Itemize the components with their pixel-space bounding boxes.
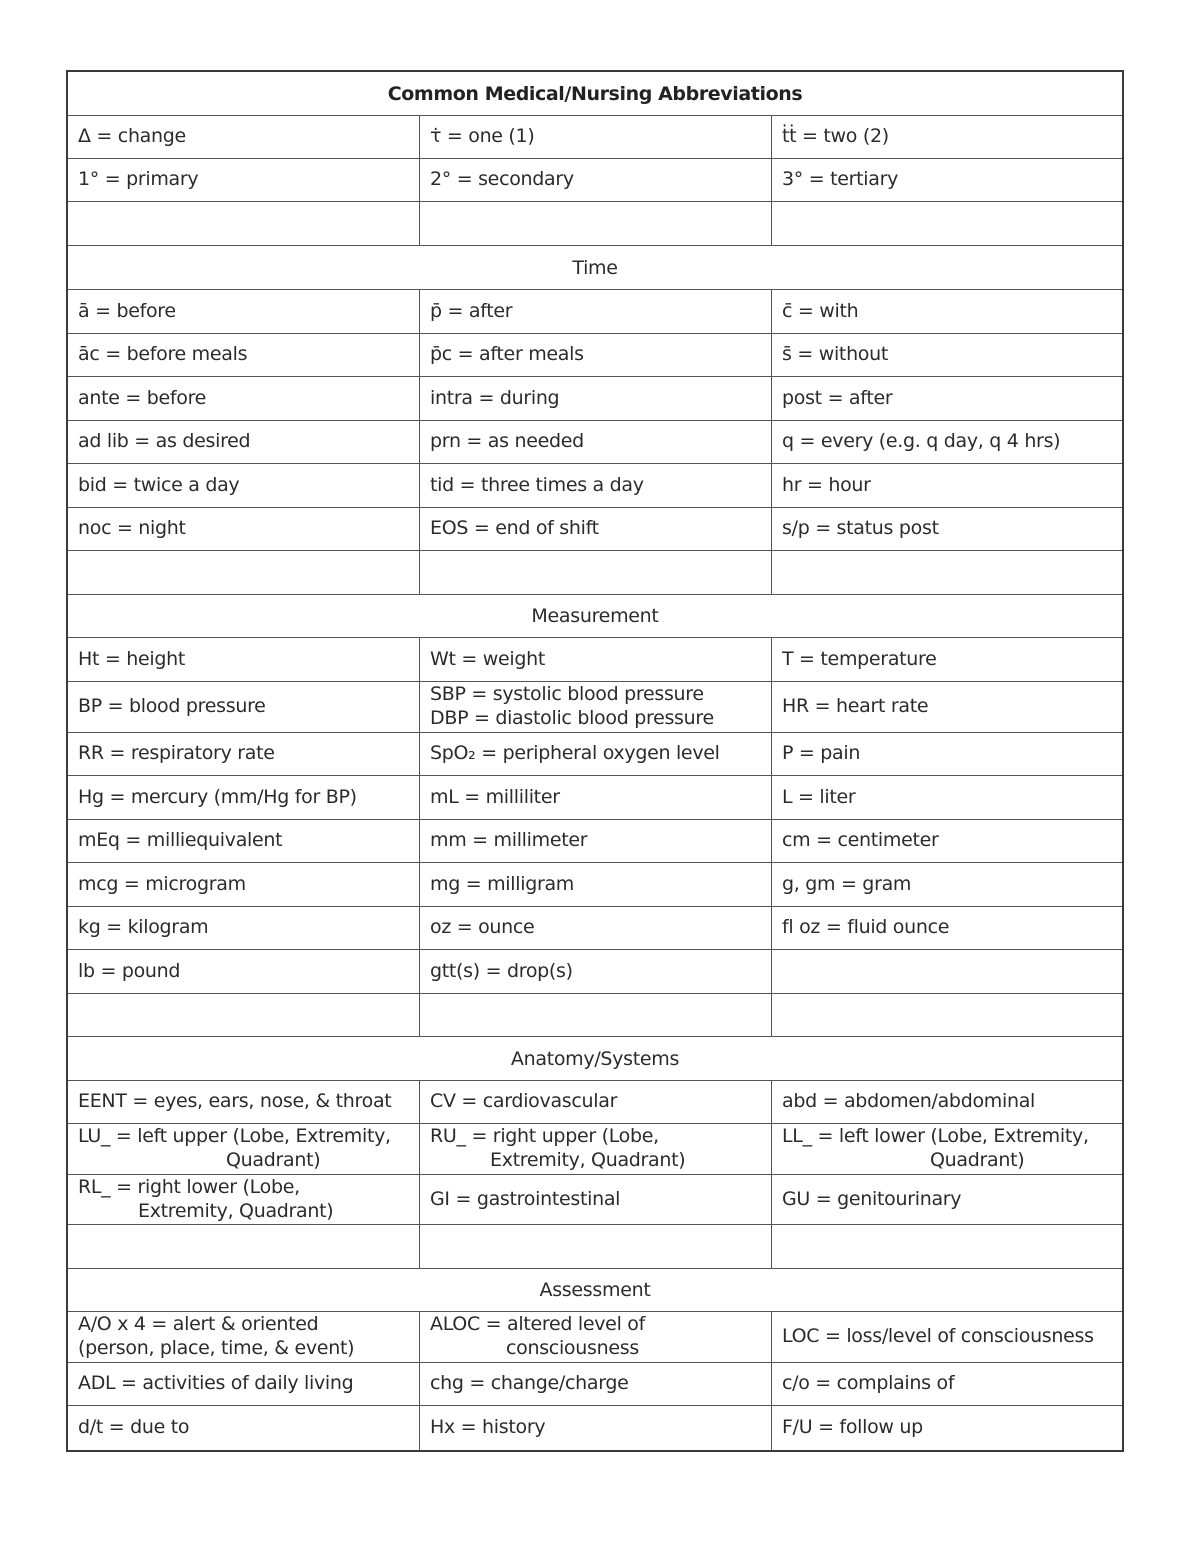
table-cell: SpO₂ = peripheral oxygen level <box>420 733 772 775</box>
table-row <box>68 334 1122 377</box>
empty-cell <box>772 551 1122 594</box>
empty-cell <box>68 202 420 245</box>
table-cell: CV = cardiovascular <box>420 1081 772 1123</box>
table-cell: post = after <box>782 386 893 409</box>
table-cell: c/o = complains of <box>782 1372 955 1395</box>
cell-line: Quadrant) <box>226 1149 321 1171</box>
empty-cell <box>772 202 1122 245</box>
table-cell: q = every (e.g. q day, q 4 hrs) <box>782 430 1061 453</box>
empty-row <box>68 1225 1122 1269</box>
empty-cell <box>420 994 772 1036</box>
section-header-time <box>68 246 1122 290</box>
cell-line: consciousness <box>506 1337 639 1359</box>
cell-line: ALOC = altered level of <box>430 1313 646 1336</box>
table-row <box>68 1406 1122 1450</box>
table-row <box>68 733 1122 776</box>
section-label: Time <box>572 256 618 279</box>
table-cell: d/t = due to <box>68 1406 420 1450</box>
cell-line: Quadrant) <box>930 1149 1025 1171</box>
table-cell <box>420 1124 772 1174</box>
table-cell: Wt = weight <box>420 638 772 681</box>
table-cell: ADL = activities of daily living <box>68 1363 420 1405</box>
empty-row <box>68 202 1122 246</box>
table-cell: L = liter <box>782 785 856 808</box>
cell-line: Extremity, Quadrant) <box>138 1199 334 1222</box>
table-cell: mg = milligram <box>420 863 772 906</box>
table-cell: P = pain <box>782 742 861 765</box>
table-cell: Hg = mercury (mm/Hg for BP) <box>68 776 420 819</box>
table-cell: mL = milliliter <box>420 776 772 819</box>
cell-line: Extremity, Quadrant) <box>490 1149 686 1171</box>
section-header-measurement <box>68 595 1122 638</box>
table-cell: kg = kilogram <box>68 907 420 949</box>
table-cell: ā = before <box>68 290 420 333</box>
table-cell: mm = millimeter <box>420 820 772 862</box>
table-row <box>68 290 1122 334</box>
table-cell: intra = during <box>420 377 772 420</box>
cell-line: RU_ = right upper (Lobe, <box>430 1125 659 1148</box>
table-cell: prn = as needed <box>420 421 772 463</box>
table-row <box>68 464 1122 508</box>
table-cell: abd = abdomen/abdominal <box>782 1090 1036 1113</box>
cell-line: A/O x 4 = alert & oriented <box>78 1313 319 1336</box>
table-row <box>68 1363 1122 1406</box>
table-cell <box>68 1175 420 1224</box>
table-cell: 1° = primary <box>68 159 420 201</box>
table-cell: lb = pound <box>68 950 420 993</box>
table-cell <box>420 1312 772 1362</box>
table-cell: c̄ = with <box>782 299 859 322</box>
table-row <box>68 1081 1122 1124</box>
cell-line: LU_ = left upper (Lobe, Extremity, <box>78 1125 391 1148</box>
section-label: Assessment <box>539 1279 651 1301</box>
cell-line: RL_ = right lower (Lobe, <box>78 1175 300 1198</box>
abbreviations-table <box>66 70 1124 1452</box>
table-cell <box>68 1312 420 1362</box>
table-row <box>68 1175 1122 1225</box>
table-cell: s/p = status post <box>782 517 939 540</box>
table-title: Common Medical/Nursing Abbreviations <box>387 82 803 105</box>
table-row <box>68 682 1122 733</box>
table-cell: s̄ = without <box>782 343 889 366</box>
table-row <box>68 159 1122 202</box>
table-cell: Hx = history <box>420 1406 772 1450</box>
table-cell: Δ = change <box>68 116 420 158</box>
table-row <box>68 1124 1122 1175</box>
empty-cell <box>68 1225 420 1268</box>
table-cell: p̄c = after meals <box>420 334 772 376</box>
table-cell: mEq = milliequivalent <box>68 820 420 862</box>
table-cell: āc = before meals <box>68 334 420 376</box>
table-row <box>68 950 1122 994</box>
table-cell: ad lib = as desired <box>68 421 420 463</box>
table-cell: T = temperature <box>782 647 937 670</box>
table-cell <box>68 1124 420 1174</box>
table-cell: mcg = microgram <box>68 863 420 906</box>
table-cell: GI = gastrointestinal <box>420 1175 772 1224</box>
table-row <box>68 421 1122 464</box>
table-row <box>68 820 1122 863</box>
table-cell <box>772 1124 1122 1174</box>
table-cell: τ̇ = one (1) <box>420 116 772 158</box>
table-cell: RR = respiratory rate <box>68 733 420 775</box>
table-cell: cm = centimeter <box>782 829 939 852</box>
table-row <box>68 863 1122 907</box>
table-row <box>68 776 1122 820</box>
section-label: Anatomy/Systems <box>510 1047 680 1070</box>
table-cell: noc = night <box>68 508 420 550</box>
section-header-anatomy <box>68 1037 1122 1081</box>
table-row <box>68 116 1122 159</box>
table-cell <box>420 682 772 732</box>
table-cell: hr = hour <box>782 473 871 496</box>
empty-row <box>68 994 1122 1037</box>
table-row <box>68 377 1122 421</box>
empty-cell <box>420 1225 772 1268</box>
cell-line: DBP = diastolic blood pressure <box>430 707 714 729</box>
empty-cell <box>68 994 420 1036</box>
table-cell: LOC = loss/level of consciousness <box>782 1325 1094 1348</box>
table-row <box>68 508 1122 551</box>
section-label: Measurement <box>531 605 659 627</box>
table-cell: p̄ = after <box>420 290 772 333</box>
table-cell: bid = twice a day <box>68 464 420 507</box>
empty-cell <box>68 551 420 594</box>
table-cell: GU = genitourinary <box>782 1187 962 1210</box>
table-cell: ṫṫ = two (2) <box>782 125 889 148</box>
empty-cell <box>420 202 772 245</box>
table-cell: fl oz = fluid ounce <box>782 916 950 939</box>
table-cell: EOS = end of shift <box>420 508 772 550</box>
table-cell: 2° = secondary <box>420 159 772 201</box>
table-cell: 3° = tertiary <box>782 168 899 191</box>
table-cell <box>772 950 1122 993</box>
section-header-assessment <box>68 1269 1122 1312</box>
cell-line: (person, place, time, & event) <box>78 1337 355 1359</box>
table-cell: g, gm = gram <box>782 872 912 895</box>
empty-cell <box>772 994 1122 1036</box>
cell-line: SBP = systolic blood pressure <box>430 683 704 706</box>
table-cell: HR = heart rate <box>782 695 929 718</box>
table-cell: F/U = follow up <box>782 1416 923 1439</box>
table-row <box>68 1312 1122 1363</box>
table-cell: BP = blood pressure <box>68 682 420 732</box>
table-cell: oz = ounce <box>420 907 772 949</box>
empty-row <box>68 551 1122 595</box>
table-title-row <box>68 72 1122 116</box>
table-cell: tid = three times a day <box>420 464 772 507</box>
table-row <box>68 907 1122 950</box>
table-row <box>68 638 1122 682</box>
table-cell: gtt(s) = drop(s) <box>420 950 772 993</box>
table-cell: Ht = height <box>68 638 420 681</box>
empty-cell <box>420 551 772 594</box>
table-cell: chg = change/charge <box>420 1363 772 1405</box>
table-cell: ante = before <box>68 377 420 420</box>
cell-line: LL_ = left lower (Lobe, Extremity, <box>782 1125 1089 1148</box>
empty-cell <box>772 1225 1122 1268</box>
table-cell: EENT = eyes, ears, nose, & throat <box>68 1081 420 1123</box>
